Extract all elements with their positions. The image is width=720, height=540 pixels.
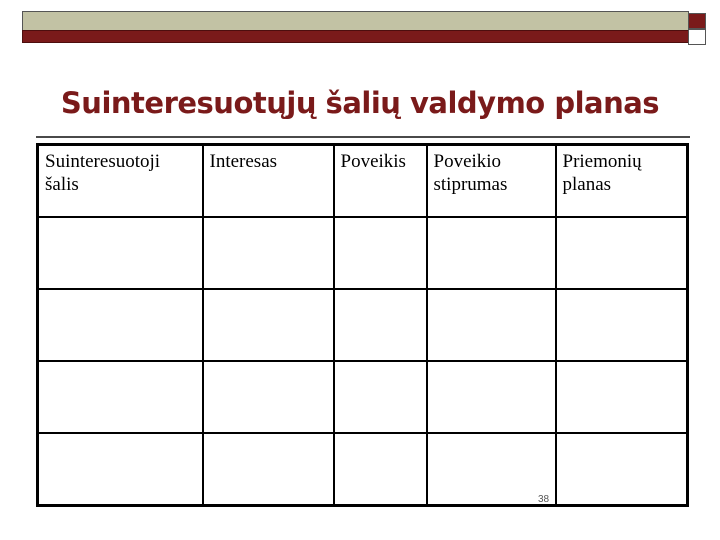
header-impact-strength: Poveikio stiprumas (427, 145, 556, 218)
table-cell[interactable] (556, 433, 688, 506)
table-cell[interactable] (427, 217, 556, 289)
slide-title: Suinteresuotųjų šalių valdymo planas (60, 86, 660, 120)
table-cell[interactable] (38, 289, 203, 361)
table-cell[interactable] (334, 361, 427, 433)
table-cell[interactable] (334, 289, 427, 361)
header-stakeholder: Suinteresuotoji šalis (38, 145, 203, 218)
table-cell[interactable] (334, 217, 427, 289)
table-cell[interactable] (556, 361, 688, 433)
table-cell[interactable] (203, 433, 334, 506)
top-decorative-band (22, 11, 689, 31)
table-row (38, 217, 688, 289)
table-cell[interactable] (556, 217, 688, 289)
header-action-plan: Priemonių planas (556, 145, 688, 218)
header-impact: Poveikis (334, 145, 427, 218)
table-row (38, 361, 688, 433)
top-accent-band (22, 30, 689, 43)
table-cell[interactable] (38, 361, 203, 433)
table-cell[interactable] (427, 289, 556, 361)
corner-square-outline (688, 29, 706, 45)
table-row (38, 289, 688, 361)
page-number: 38 (538, 494, 550, 505)
table-cell[interactable] (427, 361, 556, 433)
table-cell[interactable] (334, 433, 427, 506)
table-cell[interactable] (203, 217, 334, 289)
header-interest: Interesas (203, 145, 334, 218)
table-cell[interactable] (203, 361, 334, 433)
table-cell[interactable] (38, 433, 203, 506)
corner-square-filled (688, 13, 706, 29)
table-cell[interactable] (203, 289, 334, 361)
title-divider (36, 136, 690, 138)
stakeholder-plan-table (36, 143, 689, 507)
table-cell[interactable] (556, 289, 688, 361)
table-header-row (38, 145, 688, 218)
table-cell[interactable] (38, 217, 203, 289)
table-cell[interactable] (427, 433, 556, 506)
table-row (38, 433, 688, 506)
